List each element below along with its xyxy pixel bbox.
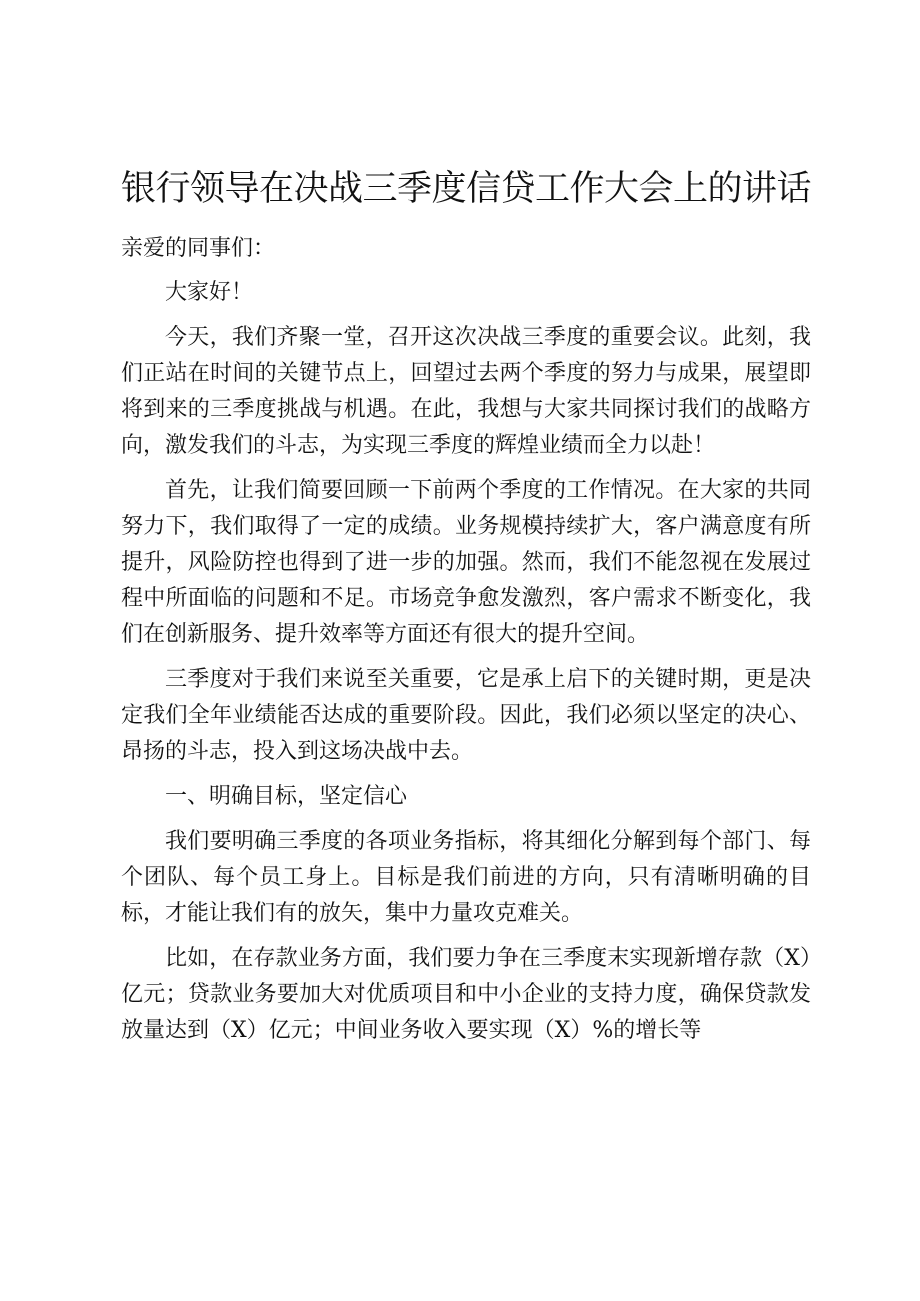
salutation: 亲爱的同事们： (121, 236, 276, 261)
paragraph-goals: 我们要明确三季度的各项业务指标，将其细化分解到每个部门、每个团队、每个员工身上。目标是我们前进的方向，只有清晰明确的目标，才能让我们有的放矢，集中力量攻克难关。 (121, 829, 811, 926)
document-title: 银行领导在决战三季度信贷工作大会上的讲话 (121, 169, 812, 209)
paragraph-opening: 今天，我们齐聚一堂，召开这次决战三季度的重要会议。此刻，我们正站在时间的关键节点上，回望过去两个季度的努力与成果，展望即将到来的三季度挑战与机遇。在此，我想与大家共同探讨我们的战略方向，激发我们的斗志，为实现三季度的辉煌业绩而全力以赴！ (121, 325, 811, 458)
paragraph-review: 首先，让我们简要回顾一下前两个季度的工作情况。在大家的共同努力下，我们取得了一定的成绩。业务规模持续扩大，客户满意度有所提升，风险防控也得到了进一步的加强。然而，我们不能忽视在发展过程中所面临的问题和不足。市场竞争愈发激烈，客户需求不断变化，我们在创新服务、提升效率等方面还有很大的提升空间。 (121, 478, 811, 647)
greeting: 大家好！ (165, 280, 254, 305)
paragraph-example: 比如，在存款业务方面，我们要力争在三季度末实现新增存款（X）亿元；贷款业务要加大对优质项目和中小企业的支持力度，确保贷款发放量达到（X）亿元；中间业务收入要实现（X）%的增长等 (121, 946, 811, 1043)
section-heading-1: 一、明确目标，坚定信心 (165, 784, 408, 809)
paragraph-importance: 三季度对于我们来说至关重要，它是承上启下的关键时期，更是决定我们全年业绩能否达成的重要阶段。因此，我们必须以坚定的决心、昂扬的斗志，投入到这场决战中去。 (121, 667, 811, 764)
document-body (121, 231, 811, 1049)
